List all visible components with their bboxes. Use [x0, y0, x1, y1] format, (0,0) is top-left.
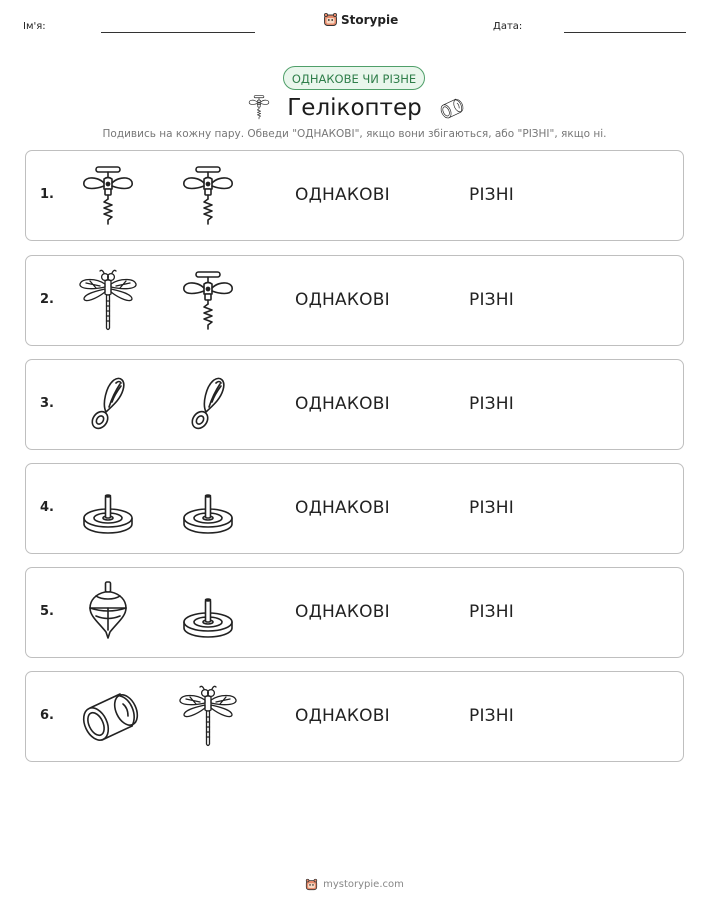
option-same[interactable]: ОДНАКОВІ [295, 394, 390, 414]
page-title: Гелікоптер [287, 95, 422, 121]
footer [0, 878, 709, 891]
row-number: 5. [40, 604, 54, 619]
name-line[interactable] [101, 32, 255, 33]
title-row [0, 92, 709, 126]
corkscrew-icon [76, 163, 140, 229]
cylinder-icon [437, 95, 465, 122]
option-different[interactable]: РІЗНІ [469, 394, 514, 414]
storypie-logo [323, 12, 398, 27]
logo-text: Storypie [341, 12, 399, 27]
name-label: Ім'я: [23, 21, 46, 32]
maple-seed-icon [176, 372, 240, 438]
maple-seed-icon [76, 372, 140, 438]
option-same[interactable]: ОДНАКОВІ [295, 706, 390, 726]
flat-spinner-icon [76, 476, 140, 542]
row-number: 4. [40, 500, 54, 515]
row-number: 2. [40, 292, 54, 307]
option-different[interactable]: РІЗНІ [469, 602, 514, 622]
option-different[interactable]: РІЗНІ [469, 498, 514, 518]
option-same[interactable]: ОДНАКОВІ [295, 602, 390, 622]
option-different[interactable]: РІЗНІ [469, 706, 514, 726]
option-same[interactable]: ОДНАКОВІ [295, 185, 390, 205]
option-same[interactable]: ОДНАКОВІ [295, 290, 390, 310]
date-line[interactable] [564, 32, 686, 33]
row-number: 1. [40, 187, 54, 202]
row-number: 3. [40, 396, 54, 411]
option-same[interactable]: ОДНАКОВІ [295, 498, 390, 518]
footer-link[interactable]: mystorypie.com [323, 879, 404, 890]
comparison-row-4 [25, 463, 684, 554]
storypie-mascot-icon [323, 12, 338, 27]
flat-spinner-icon [176, 476, 240, 542]
option-different[interactable]: РІЗНІ [469, 290, 514, 310]
storypie-mascot-icon [305, 878, 318, 891]
comparison-row-1 [25, 150, 684, 241]
cylinder-icon [76, 684, 140, 750]
flat-spinner-icon [176, 580, 240, 646]
spinning-top-icon [76, 580, 140, 646]
dragonfly-icon [76, 268, 140, 334]
instructions: Подивись на кожну пару. Обведи "ОДНАКОВІ", якщо вони збігаються, або "РІЗНІ", якщо ні. [102, 128, 607, 140]
comparison-row-6 [25, 671, 684, 762]
comparison-row-5 [25, 567, 684, 658]
date-label: Дата: [493, 21, 523, 32]
option-different[interactable]: РІЗНІ [469, 185, 514, 205]
worksheet-type-badge: ОДНАКОВЕ ЧИ РІЗНЕ [283, 66, 425, 90]
dragonfly-icon [176, 684, 240, 750]
comparison-row-2 [25, 255, 684, 346]
corkscrew-icon [176, 268, 240, 334]
row-number: 6. [40, 708, 54, 723]
comparison-row-3 [25, 359, 684, 450]
corkscrew-icon [176, 163, 240, 229]
